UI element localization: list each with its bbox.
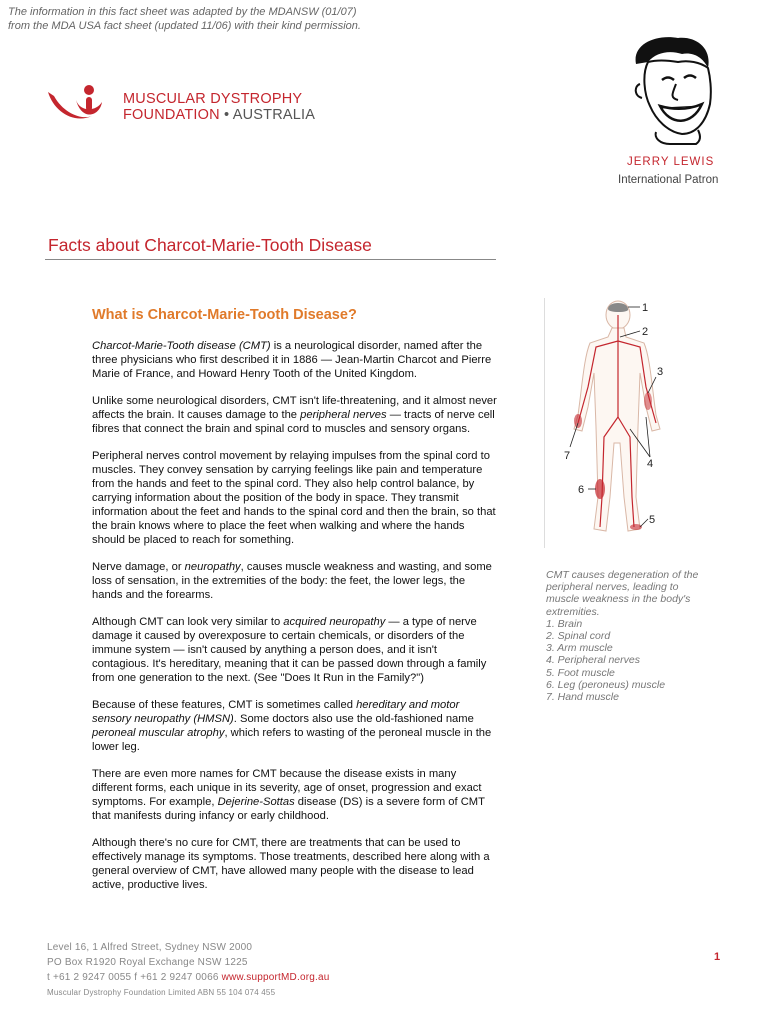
leg-muscle-icon (595, 479, 605, 499)
patron-name: JERRY LEWIS (627, 156, 715, 168)
footer-phone: t +61 2 9247 0055 f +61 2 9247 0066 (47, 972, 222, 983)
foundation-logo-icon (46, 82, 116, 128)
figure-label-3: 3 (657, 366, 664, 378)
caption-legend-item: 5. Foot muscle (546, 666, 615, 679)
footer-address-line-1: Level 16, 1 Alfred Street, Sydney NSW 2000 (47, 942, 253, 953)
body-text (92, 339, 497, 905)
paragraph-6-text-a: Because of these features, CMT is sometimes called (92, 699, 357, 711)
figure-label-4: 4 (647, 458, 654, 470)
patron-role: International Patron (618, 174, 719, 186)
caption-legend-item: 7. Hand muscle (546, 691, 619, 704)
org-name-line-1: MUSCULAR DYSTROPHY (123, 91, 303, 107)
arm-muscle-icon (644, 392, 652, 410)
caption-line: extremities. (546, 605, 600, 618)
paragraph-5-text-c: — a type of nerve damage it caused by overexposure to certain chemicals, or disorders of the immune system — isn't caused by anything a person does, and it isn't contagious. It's hereditary, meaning that it can be passed down through a family from one generation to the next. (See "Does It Run in the Family?") (92, 616, 487, 684)
hand-muscle-icon (574, 414, 582, 428)
section-heading: What is Charcot-Marie-Tooth Disease? (92, 307, 357, 323)
figure-label-7: 7 (564, 450, 571, 462)
figure-label-1: 1 (642, 302, 649, 314)
org-name-separator: • (224, 107, 230, 123)
paragraph-1 (92, 339, 497, 381)
footer-address (47, 940, 330, 1000)
footer-legal: Muscular Dystrophy Foundation Limited ABN 55 104 074 455 (47, 988, 276, 997)
paragraph-7-text-a: There are even more names for CMT because the disease exists in many different forms, each unique in its severity, age of onset, progression and exact symptoms. For example, (92, 768, 482, 808)
caption-line: muscle weakness in the body's (546, 593, 691, 606)
paragraph-8: Although there's no cure for CMT, there are treatments that can be used to effectively manage its symptoms. Those treatments, described here along with a general overview of CMT, have allowed many people with the disease to lead active, productive lives. (92, 837, 490, 891)
org-name-line-2 (123, 107, 315, 123)
paragraph-1-text: is a neurological disorder, named after the three physicians who first described it in 1886 — Jean-Martin Charcot and Pierre Marie of France, and Howard Henry Tooth of the United Kingdom. (92, 340, 492, 380)
paragraph-4-text-c: , causes muscle weakness and wasting, and some loss of sensation, in the extremities of the body: the feet, the lower legs, the hands and the forearms. (92, 561, 492, 601)
patron-caricature-icon (626, 34, 716, 146)
organization-name (123, 91, 315, 123)
document-title: Facts about Charcot-Marie-Tooth Disease (48, 235, 372, 255)
paragraph-2-text-c: — tracts of nerve cell fibres that connect the brain and spinal cord to muscles and sensory organs. (92, 409, 495, 435)
figure-label-6: 6 (578, 484, 585, 496)
caption-legend-item: 3. Arm muscle (546, 642, 613, 655)
paragraph-2 (92, 394, 497, 436)
term-cmt: Charcot-Marie-Tooth disease (CMT) (92, 340, 271, 352)
footer-address-line-2: PO Box R1920 Royal Exchange NSW 1225 (47, 957, 248, 968)
footer-website-link[interactable]: www.supportMD.org.au (221, 972, 330, 983)
caption-line: peripheral nerves, leading to (546, 581, 679, 594)
source-notice (8, 5, 361, 33)
caption-legend-item: 6. Leg (peroneus) muscle (546, 678, 666, 691)
notice-line-1: The information in this fact sheet was adapted by the MDANSW (01/07) (8, 6, 357, 18)
figure-label-2: 2 (642, 326, 649, 338)
figure-caption (546, 569, 716, 703)
title-divider (45, 259, 496, 260)
paragraph-4-text-a: Nerve damage, or (92, 561, 185, 573)
figure-divider (544, 298, 545, 548)
paragraph-3: Peripheral nerves control movement by relaying impulses from the spinal cord to muscles. They convey sensation by carrying feelings like pain and temperature from the hands and feet to the spinal cord. They also help control balance, by carrying information about the position of the body in space. They transmit information about the feet and hands to the spinal cord and then the brain, so that the brain knows where to place the feet when walking and where the hands should be placed to reach for something. (92, 450, 496, 546)
paragraph-2-text-a: Unlike some neurological disorders, CMT isn't life-threatening, and it almost never affects the brain. It causes damage to the (92, 395, 497, 421)
paragraph-6-text-c: . Some doctors also use the old-fashioned name (233, 713, 474, 725)
notice-line-2: from the MDA USA fact sheet (updated 11/06) with their kind permission. (8, 20, 361, 32)
org-name-country: AUSTRALIA (232, 107, 316, 123)
body-nervous-system-diagram (548, 297, 678, 542)
paragraph-6-text-e: , which refers to wasting of the peroneal muscle in the lower leg. (92, 727, 492, 753)
term-neuropathy: neuropathy (184, 561, 241, 573)
term-peripheral-nerves: peripheral nerves (300, 409, 387, 421)
paragraph-4 (92, 560, 497, 602)
term-hmsn: hereditary and motor sensory neuropathy (HMSN) (92, 699, 460, 725)
caption-legend-item: 2. Spinal cord (546, 630, 611, 643)
paragraph-7-text-c: disease (DS) is a severe form of CMT that manifests during infancy or early childhood. (92, 796, 485, 822)
term-acquired-neuropathy: acquired neuropathy (283, 616, 386, 628)
figure-label-5: 5 (649, 514, 656, 526)
paragraph-7 (92, 767, 497, 823)
caption-line: CMT causes degeneration of the (546, 569, 699, 581)
paragraph-5 (92, 615, 497, 685)
page-number: 1 (714, 951, 721, 963)
paragraph-5-text-a: Although CMT can look very similar to (92, 616, 284, 628)
term-dejerine-sottas: Dejerine-Sottas (217, 796, 295, 808)
paragraph-6 (92, 698, 497, 754)
caption-legend-item: 4. Peripheral nerves (546, 654, 640, 667)
caption-legend-item: 1. Brain (546, 617, 583, 630)
footer-contact (47, 970, 330, 985)
org-name-foundation: FOUNDATION (123, 107, 220, 123)
term-peroneal-muscular-atrophy: peroneal muscular atrophy (92, 727, 225, 739)
